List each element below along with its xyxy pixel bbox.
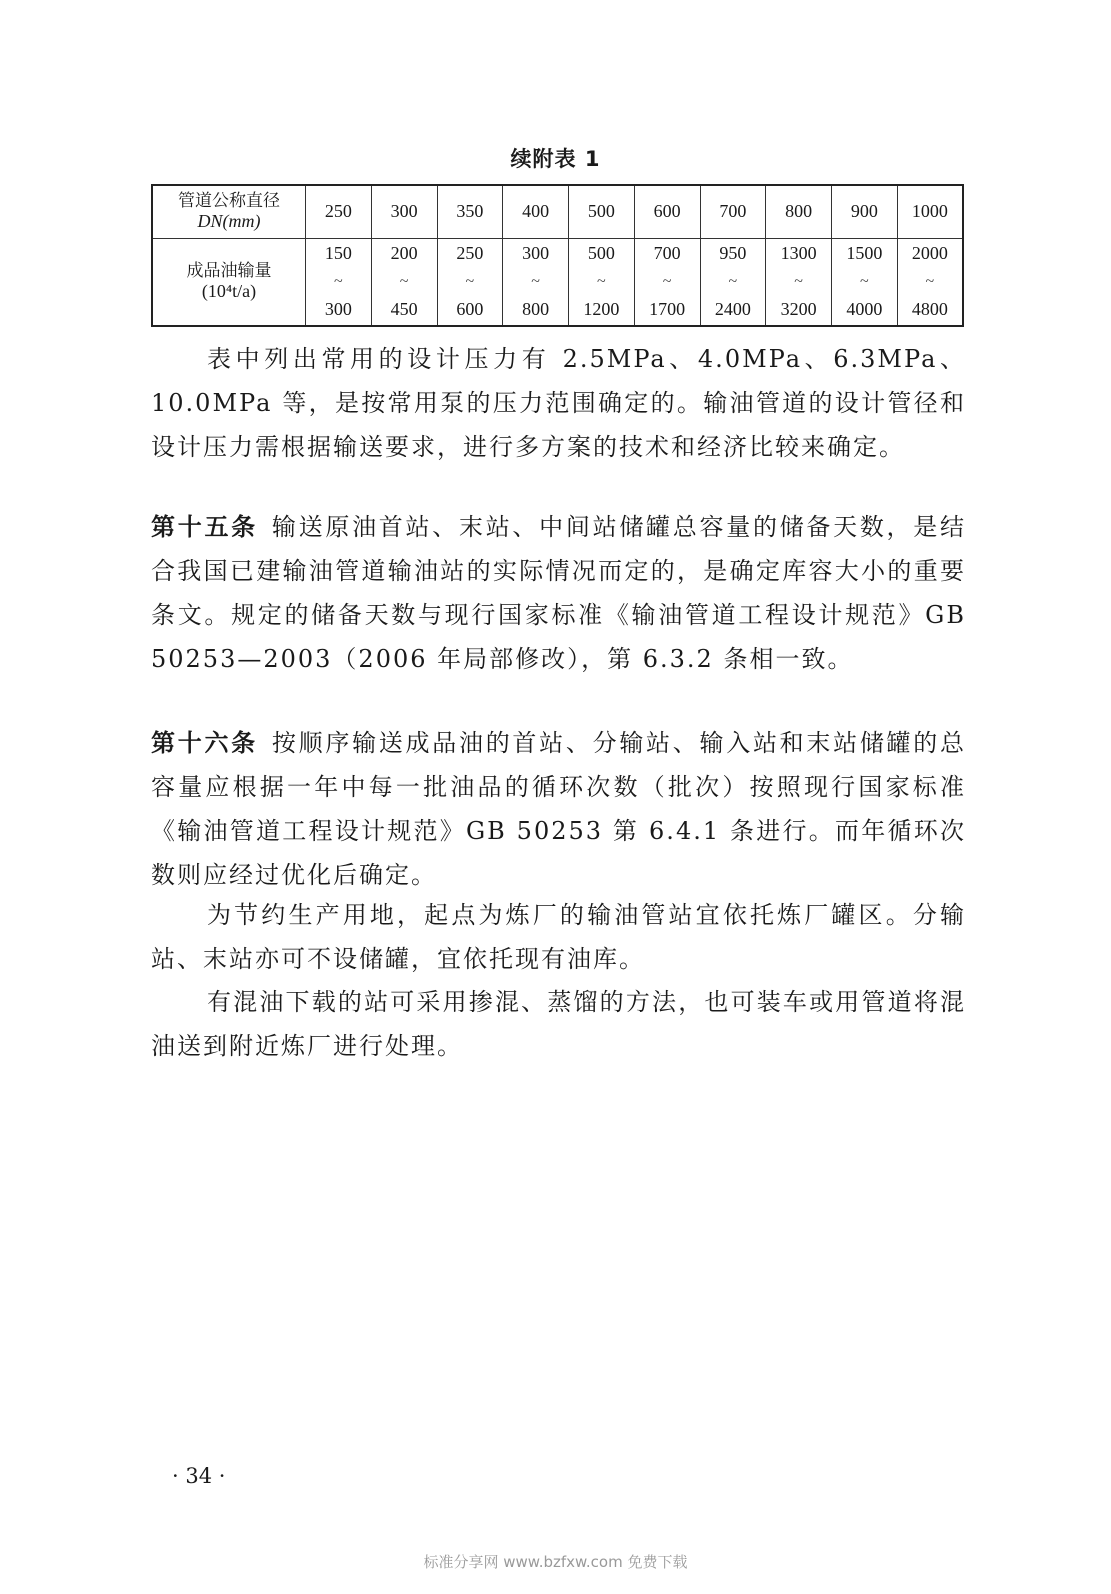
article-16 <box>151 721 966 897</box>
row-header-diameter-unit: DN(mm) <box>197 211 261 232</box>
tilde-icon: ~ <box>334 273 343 290</box>
diameter-cell: 500 <box>569 185 635 239</box>
page-number: · 34 · <box>172 1464 226 1488</box>
flow-max: 300 <box>324 299 352 320</box>
article-16-label: 第十六条 <box>151 729 258 757</box>
diameter-cell: 600 <box>634 185 700 239</box>
article-16-text: 按顺序输送成品油的首站、分输站、输入站和末站储罐的总容量应根据一年中每一批油品的循环次数（批次）按照现行国家标准《输油管道工程设计规范》GB 50253 第 6.4.1 条进行。而年循环次数则应经过优化后确定。 <box>151 729 967 889</box>
flow-min: 1500 <box>846 243 883 263</box>
flow-min: 300 <box>522 243 550 263</box>
paragraph-mixed-oil: 有混油下载的站可采用掺混、蒸馏的方法，也可装车或用管道将混油送到附近炼厂进行处理。 <box>151 988 966 1060</box>
flow-cell <box>700 239 766 327</box>
diameter-cell: 1000 <box>897 185 963 239</box>
tilde-icon: ~ <box>860 273 869 290</box>
flow-min: 500 <box>587 243 615 263</box>
tilde-icon: ~ <box>925 273 935 290</box>
flow-max: 2400 <box>714 299 751 320</box>
tilde-icon: ~ <box>662 273 672 290</box>
flow-min: 700 <box>653 243 681 263</box>
flow-min: 250 <box>456 243 484 263</box>
flow-cell <box>437 239 503 327</box>
article-15 <box>151 505 966 681</box>
flow-min: 2000 <box>911 243 948 263</box>
flow-cell <box>766 239 832 327</box>
row-header-diameter <box>152 185 306 239</box>
flow-cell <box>371 239 437 327</box>
flow-max: 4800 <box>911 299 948 320</box>
row-header-diameter-line1: 管道公称直径 <box>178 191 280 211</box>
tilde-icon: ~ <box>465 273 475 290</box>
diameter-cell: 700 <box>700 185 766 239</box>
diameter-cell: 250 <box>306 185 372 239</box>
table-row-diameter <box>152 185 963 239</box>
table-row-flow <box>152 239 963 327</box>
flow-max: 1200 <box>583 299 620 320</box>
flow-min: 1300 <box>780 243 817 263</box>
row-header-flow <box>152 239 306 327</box>
flow-cell <box>634 239 700 327</box>
tilde-icon: ~ <box>728 273 738 290</box>
diameter-cell: 350 <box>437 185 503 239</box>
diameter-cell: 900 <box>832 185 898 239</box>
flow-max: 1700 <box>649 299 686 320</box>
row-header-flow-unit: (10⁴t/a) <box>201 281 257 302</box>
pipe-spec-table <box>151 184 964 327</box>
diameter-cell: 800 <box>766 185 832 239</box>
flow-max: 450 <box>390 299 418 320</box>
table-caption: 续附表 1 <box>510 147 601 171</box>
paragraph-land: 为节约生产用地，起点为炼厂的输油管站宜依托炼厂罐区。分输站、末站亦可不设储罐，宜依托现有油库。 <box>151 901 966 973</box>
flow-cell <box>832 239 898 327</box>
flow-max: 600 <box>456 299 484 320</box>
flow-min: 150 <box>324 243 352 263</box>
flow-cell <box>306 239 372 327</box>
flow-min: 950 <box>719 243 747 263</box>
tilde-icon: ~ <box>597 273 606 290</box>
flow-max: 4000 <box>846 299 883 320</box>
tilde-icon: ~ <box>794 273 803 290</box>
article-15-text: 输送原油首站、末站、中间站储罐总容量的储备天数，是结合我国已建输油管道输油站的实际情况而定的，是确定库容大小的重要条文。规定的储备天数与现行国家标准《输油管道工程设计规范》GB 50253—2003（2006 年局部修改），第 6.3.2 条相一致。 <box>151 513 967 673</box>
flow-min: 200 <box>390 243 418 263</box>
tilde-icon: ~ <box>531 273 540 290</box>
article-15-label: 第十五条 <box>151 513 258 541</box>
tilde-icon: ~ <box>399 273 409 290</box>
flow-cell <box>503 239 569 327</box>
diameter-cell: 300 <box>371 185 437 239</box>
flow-cell <box>897 239 963 327</box>
row-header-flow-line1: 成品油输量 <box>186 261 272 281</box>
paragraph-pressure: 表中列出常用的设计压力有 2.5MPa、4.0MPa、6.3MPa、10.0MPa 等，是按常用泵的压力范围确定的。输油管道的设计管径和设计压力需根据输送要求，进行多方案的技术和经济比较来确定。 <box>151 345 966 461</box>
flow-max: 800 <box>522 299 550 320</box>
flow-max: 3200 <box>780 299 817 320</box>
flow-cell <box>569 239 635 327</box>
diameter-cell: 400 <box>503 185 569 239</box>
footer-watermark: 标准分享网 www.bzfxw.com 免费下载 <box>423 1553 688 1571</box>
